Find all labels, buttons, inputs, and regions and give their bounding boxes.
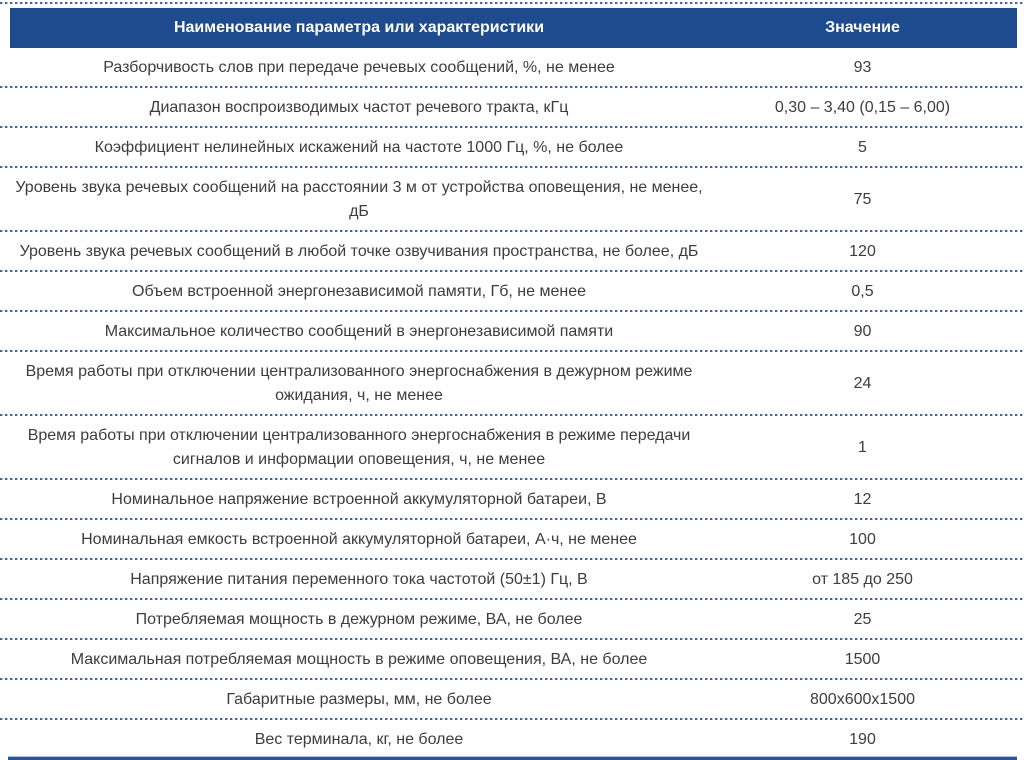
param-line: Номинальное напряжение встроенной аккумуляторной батареи, В	[111, 491, 607, 508]
table-row	[0, 720, 1024, 760]
value-cell: 75	[853, 191, 872, 208]
param-line: Номинальная емкость встроенной аккумуляторной батареи, А·ч, не менее	[81, 531, 637, 548]
table-row	[0, 416, 1024, 480]
table-row	[0, 560, 1024, 600]
value-cell: 190	[849, 731, 876, 748]
param-cell	[10, 48, 708, 88]
param-cell	[10, 640, 708, 680]
table-row	[0, 352, 1024, 416]
value-cell: от 185 до 250	[812, 571, 913, 588]
value-cell: 90	[853, 323, 872, 340]
param-cell	[10, 88, 708, 128]
value-cell: 120	[849, 243, 876, 260]
top-dotted-line	[0, 2, 1024, 4]
value-cell: 24	[853, 375, 872, 392]
param-cell	[10, 520, 708, 560]
param-cell	[10, 480, 708, 520]
param-line: Максимальная потребляемая мощность в режиме оповещения, ВА, не более	[70, 651, 648, 668]
value-cell: 5	[858, 139, 867, 156]
table-row	[0, 480, 1024, 520]
table-body	[0, 48, 1024, 760]
param-line: Максимальное количество сообщений в энергонезависимой памяти	[104, 323, 614, 340]
param-cell	[10, 600, 708, 640]
param-cell	[10, 128, 708, 168]
param-cell	[10, 416, 708, 480]
value-cell: 800х600х1500	[810, 691, 915, 708]
param-cell	[10, 560, 708, 600]
table-row	[0, 520, 1024, 560]
value-cell: 1500	[844, 651, 881, 668]
table-row	[0, 88, 1024, 128]
param-line: Вес терминала, кг, не более	[254, 731, 464, 748]
value-cell: 0,30 – 3,40 (0,15 – 6,00)	[774, 99, 951, 116]
table-header-row	[10, 8, 1017, 48]
param-line: Уровень звука речевых сообщений на расстоянии 3 м от устройства оповещения, не менее, дБ	[15, 179, 703, 220]
value-cell: 100	[849, 531, 876, 548]
table-row	[0, 312, 1024, 352]
header-param-label: Наименование параметра или характеристики	[173, 19, 545, 36]
param-line: Разборчивость слов при передаче речевых сообщений, %, не менее	[103, 59, 615, 76]
table-row	[0, 640, 1024, 680]
value-cell: 1	[858, 439, 867, 456]
param-line: Объем встроенной энергонезависимой памяти, Гб, не менее	[132, 283, 586, 300]
value-cell: 25	[853, 611, 872, 628]
param-cell	[10, 352, 708, 416]
param-cell	[10, 720, 708, 760]
param-line: Время работы при отключении централизованного энергоснабжения в дежурном режиме	[25, 363, 693, 380]
value-cell: 93	[853, 59, 872, 76]
param-cell	[10, 272, 708, 312]
table-row	[0, 600, 1024, 640]
param-line: сигналов и информации оповещения, ч, не менее	[172, 451, 546, 468]
param-line: Уровень звука речевых сообщений в любой точке озвучивания пространства, не более, дБ	[19, 243, 699, 260]
value-cell: 12	[853, 491, 872, 508]
param-cell	[10, 680, 708, 720]
table-row	[0, 232, 1024, 272]
param-line: Потребляемая мощность в дежурном режиме, ВА, не более	[135, 611, 583, 628]
param-cell	[10, 312, 708, 352]
value-cell: 0,5	[851, 283, 874, 300]
param-line: Напряжение питания переменного тока частотой (50±1) Гц, В	[130, 571, 588, 588]
spec-table	[0, 2, 1024, 760]
param-line: ожидания, ч, не менее	[275, 387, 443, 404]
table-row	[0, 168, 1024, 232]
table-row	[0, 272, 1024, 312]
table-row	[0, 48, 1024, 88]
param-line: Габаритные размеры, мм, не более	[226, 691, 492, 708]
table-row	[0, 680, 1024, 720]
param-cell	[10, 232, 708, 272]
param-cell	[10, 168, 708, 232]
table-row	[0, 128, 1024, 168]
param-line: Время работы при отключении централизованного энергоснабжения в режиме передачи	[27, 427, 691, 444]
param-line: Диапазон воспроизводимых частот речевого тракта, кГц	[149, 99, 569, 116]
param-line: Коэффициент нелинейных искажений на частоте 1000 Гц, %, не более	[94, 139, 624, 156]
header-value-label: Значение	[825, 19, 900, 36]
